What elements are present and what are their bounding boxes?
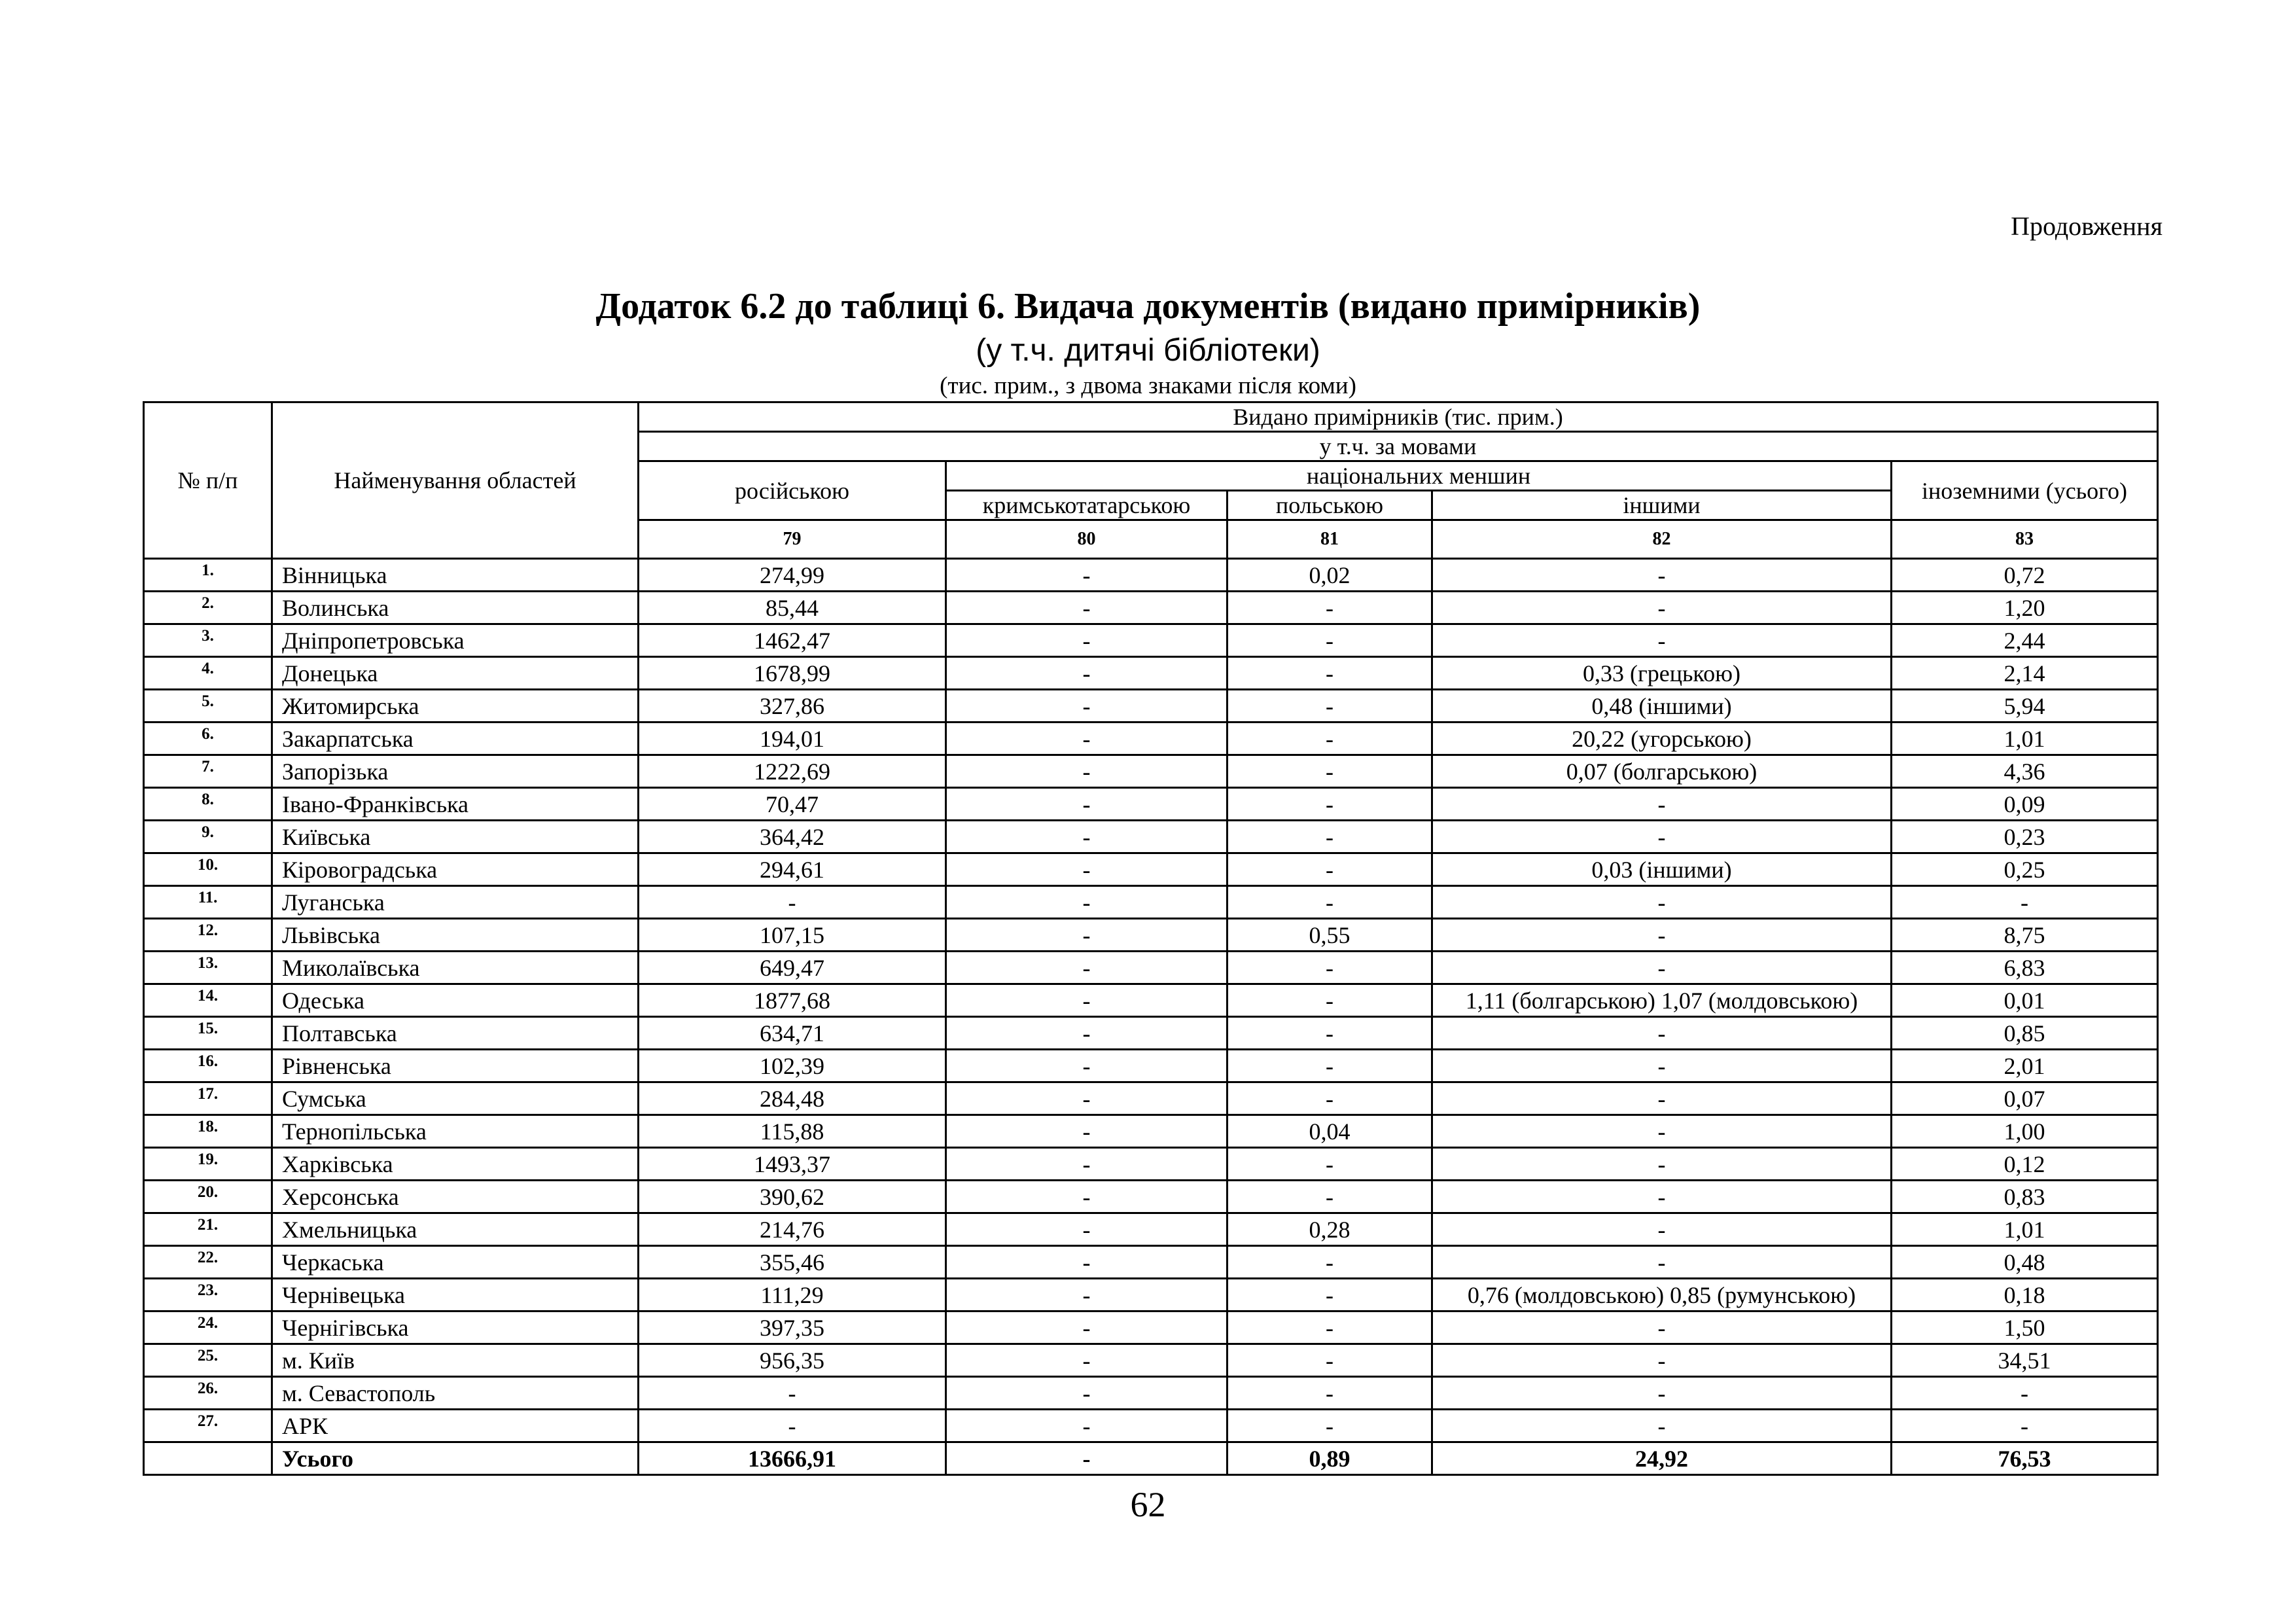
- cell-russian: 1678,99: [639, 657, 946, 690]
- cell-russian: 194,01: [639, 722, 946, 755]
- row-num: 2.: [144, 592, 272, 624]
- cell-others: -: [1432, 1050, 1892, 1082]
- region-name: Хмельницька: [272, 1213, 639, 1246]
- cell-others: -: [1432, 1377, 1892, 1410]
- cell-foreign: 5,94: [1892, 690, 2158, 722]
- cell-others: -: [1432, 1213, 1892, 1246]
- header-crimean-tatar: кримськотатарською: [946, 491, 1227, 520]
- region-name: м. Київ: [272, 1344, 639, 1377]
- row-num: 27.: [144, 1410, 272, 1442]
- column-number: 80: [946, 520, 1227, 559]
- cell-crimean-tatar: -: [946, 1377, 1227, 1410]
- cell-polish: -: [1227, 1410, 1432, 1442]
- header-russian: російською: [639, 461, 946, 520]
- row-num: 16.: [144, 1050, 272, 1082]
- table-row: [144, 919, 2158, 952]
- cell-polish: -: [1227, 788, 1432, 821]
- cell-polish: -: [1227, 722, 1432, 755]
- cell-polish: -: [1227, 592, 1432, 624]
- cell-crimean-tatar: -: [946, 788, 1227, 821]
- cell-crimean-tatar: -: [946, 1213, 1227, 1246]
- cell-polish: -: [1227, 657, 1432, 690]
- row-num: 9.: [144, 821, 272, 853]
- cell-russian: 397,35: [639, 1311, 946, 1344]
- column-number: 81: [1227, 520, 1432, 559]
- table-row: [144, 559, 2158, 592]
- cell-crimean-tatar: -: [946, 690, 1227, 722]
- region-name: Черкаська: [272, 1246, 639, 1279]
- cell-crimean-tatar: -: [946, 886, 1227, 919]
- table-row: [144, 755, 2158, 788]
- region-name: Херсонська: [272, 1181, 639, 1213]
- cell-polish: -: [1227, 1082, 1432, 1115]
- cell-russian: 956,35: [639, 1344, 946, 1377]
- region-name: Усього: [272, 1442, 639, 1475]
- region-name: Одеська: [272, 984, 639, 1017]
- cell-crimean-tatar: -: [946, 559, 1227, 592]
- cell-crimean-tatar: -: [946, 624, 1227, 657]
- cell-others: -: [1432, 1181, 1892, 1213]
- cell-foreign: 1,01: [1892, 1213, 2158, 1246]
- header-minorities: національних меншин: [946, 461, 1892, 491]
- table-row: [144, 1344, 2158, 1377]
- cell-russian: -: [639, 1377, 946, 1410]
- cell-russian: 115,88: [639, 1115, 946, 1148]
- cell-others: -: [1432, 559, 1892, 592]
- cell-russian: 294,61: [639, 853, 946, 886]
- cell-crimean-tatar: -: [946, 1082, 1227, 1115]
- cell-others: -: [1432, 624, 1892, 657]
- cell-crimean-tatar: -: [946, 952, 1227, 984]
- total-row: [144, 1442, 2158, 1475]
- cell-others: -: [1432, 952, 1892, 984]
- table-row: [144, 722, 2158, 755]
- cell-foreign: 0,85: [1892, 1017, 2158, 1050]
- region-name: Київська: [272, 821, 639, 853]
- cell-russian: 390,62: [639, 1181, 946, 1213]
- row-num: 26.: [144, 1377, 272, 1410]
- cell-foreign: 1,20: [1892, 592, 2158, 624]
- cell-foreign: 0,48: [1892, 1246, 2158, 1279]
- cell-polish: -: [1227, 821, 1432, 853]
- cell-polish: -: [1227, 624, 1432, 657]
- region-name: Житомирська: [272, 690, 639, 722]
- cell-foreign: 6,83: [1892, 952, 2158, 984]
- region-name: Закарпатська: [272, 722, 639, 755]
- header-issued: Видано примірників (тис. прим.): [639, 402, 2158, 432]
- cell-crimean-tatar: -: [946, 1442, 1227, 1475]
- cell-polish: -: [1227, 1050, 1432, 1082]
- cell-foreign: 0,18: [1892, 1279, 2158, 1311]
- cell-foreign: 1,00: [1892, 1115, 2158, 1148]
- table-row: [144, 1377, 2158, 1410]
- cell-foreign: 0,09: [1892, 788, 2158, 821]
- cell-foreign: 0,12: [1892, 1148, 2158, 1181]
- cell-foreign: 1,01: [1892, 722, 2158, 755]
- cell-crimean-tatar: -: [946, 1410, 1227, 1442]
- page-title: Додаток 6.2 до таблиці 6. Видача документів (видано примірників): [595, 286, 1701, 327]
- cell-polish: -: [1227, 1279, 1432, 1311]
- cell-crimean-tatar: -: [946, 592, 1227, 624]
- header-region-name: Найменування областей: [272, 402, 639, 559]
- row-num: 8.: [144, 788, 272, 821]
- cell-crimean-tatar: -: [946, 1181, 1227, 1213]
- region-name: Івано-Франківська: [272, 788, 639, 821]
- cell-others: -: [1432, 592, 1892, 624]
- cell-others: 24,92: [1432, 1442, 1892, 1475]
- cell-russian: 102,39: [639, 1050, 946, 1082]
- cell-foreign: -: [1892, 1410, 2158, 1442]
- region-name: Волинська: [272, 592, 639, 624]
- table-row: [144, 592, 2158, 624]
- table-row: [144, 788, 2158, 821]
- cell-russian: 13666,91: [639, 1442, 946, 1475]
- header-num: № п/п: [144, 402, 272, 559]
- cell-polish: -: [1227, 755, 1432, 788]
- cell-foreign: 34,51: [1892, 1344, 2158, 1377]
- cell-russian: 70,47: [639, 788, 946, 821]
- cell-crimean-tatar: -: [946, 984, 1227, 1017]
- row-num: 25.: [144, 1344, 272, 1377]
- cell-russian: 214,76: [639, 1213, 946, 1246]
- row-num: 21.: [144, 1213, 272, 1246]
- row-num: 12.: [144, 919, 272, 952]
- cell-foreign: 1,50: [1892, 1311, 2158, 1344]
- region-name: Сумська: [272, 1082, 639, 1115]
- cell-polish: -: [1227, 886, 1432, 919]
- region-name: Луганська: [272, 886, 639, 919]
- cell-crimean-tatar: -: [946, 1050, 1227, 1082]
- region-name: Миколаївська: [272, 952, 639, 984]
- row-num: 19.: [144, 1148, 272, 1181]
- cell-polish: -: [1227, 853, 1432, 886]
- cell-others: -: [1432, 886, 1892, 919]
- cell-others: -: [1432, 1148, 1892, 1181]
- row-num: 7.: [144, 755, 272, 788]
- region-name: Вінницька: [272, 559, 639, 592]
- cell-russian: 85,44: [639, 592, 946, 624]
- continuation-label: Продовження: [2011, 211, 2163, 241]
- cell-russian: 111,29: [639, 1279, 946, 1311]
- table-row: [144, 690, 2158, 722]
- cell-polish: -: [1227, 690, 1432, 722]
- cell-foreign: 0,23: [1892, 821, 2158, 853]
- table-row: [144, 821, 2158, 853]
- cell-foreign: 8,75: [1892, 919, 2158, 952]
- region-name: Дніпропетровська: [272, 624, 639, 657]
- cell-crimean-tatar: -: [946, 1115, 1227, 1148]
- region-name: Чернівецька: [272, 1279, 639, 1311]
- cell-crimean-tatar: -: [946, 1148, 1227, 1181]
- cell-others: 0,33 (грецькою): [1432, 657, 1892, 690]
- cell-polish: 0,04: [1227, 1115, 1432, 1148]
- page-subtitle: (у т.ч. дитячі бібліотеки): [976, 333, 1320, 368]
- cell-foreign: 76,53: [1892, 1442, 2158, 1475]
- table-row: [144, 853, 2158, 886]
- cell-foreign: 0,72: [1892, 559, 2158, 592]
- cell-others: 0,76 (молдовською) 0,85 (румунською): [1432, 1279, 1892, 1311]
- row-num: 6.: [144, 722, 272, 755]
- row-num: 17.: [144, 1082, 272, 1115]
- region-name: Львівська: [272, 919, 639, 952]
- table-row: [144, 984, 2158, 1017]
- cell-foreign: 0,01: [1892, 984, 2158, 1017]
- table-row: [144, 1410, 2158, 1442]
- table-row: [144, 624, 2158, 657]
- cell-others: -: [1432, 1344, 1892, 1377]
- cell-crimean-tatar: -: [946, 1246, 1227, 1279]
- cell-foreign: 2,01: [1892, 1050, 2158, 1082]
- cell-polish: 0,28: [1227, 1213, 1432, 1246]
- column-number: 79: [639, 520, 946, 559]
- region-name: Харківська: [272, 1148, 639, 1181]
- table-row: [144, 1311, 2158, 1344]
- cell-crimean-tatar: -: [946, 919, 1227, 952]
- table-row: [144, 952, 2158, 984]
- cell-crimean-tatar: -: [946, 1344, 1227, 1377]
- cell-others: 20,22 (угорською): [1432, 722, 1892, 755]
- cell-polish: -: [1227, 952, 1432, 984]
- cell-polish: 0,55: [1227, 919, 1432, 952]
- row-num: 18.: [144, 1115, 272, 1148]
- cell-russian: 274,99: [639, 559, 946, 592]
- cell-others: -: [1432, 788, 1892, 821]
- table-row: [144, 886, 2158, 919]
- row-num: [144, 1442, 272, 1475]
- region-name: Донецька: [272, 657, 639, 690]
- cell-polish: 0,89: [1227, 1442, 1432, 1475]
- cell-crimean-tatar: -: [946, 1279, 1227, 1311]
- cell-others: 0,03 (іншими): [1432, 853, 1892, 886]
- cell-foreign: 4,36: [1892, 755, 2158, 788]
- header-foreign: іноземними (усього): [1892, 461, 2158, 520]
- table-row: [144, 1050, 2158, 1082]
- cell-polish: -: [1227, 1246, 1432, 1279]
- cell-crimean-tatar: -: [946, 853, 1227, 886]
- row-num: 20.: [144, 1181, 272, 1213]
- cell-crimean-tatar: -: [946, 657, 1227, 690]
- cell-polish: -: [1227, 1181, 1432, 1213]
- cell-russian: 355,46: [639, 1246, 946, 1279]
- cell-others: 0,48 (іншими): [1432, 690, 1892, 722]
- row-num: 15.: [144, 1017, 272, 1050]
- cell-polish: -: [1227, 1344, 1432, 1377]
- table-row: [144, 1115, 2158, 1148]
- table-row: [144, 1181, 2158, 1213]
- header-by-language: у т.ч. за мовами: [639, 432, 2158, 461]
- cell-russian: 1877,68: [639, 984, 946, 1017]
- row-num: 1.: [144, 559, 272, 592]
- table-row: [144, 1017, 2158, 1050]
- region-name: АРК: [272, 1410, 639, 1442]
- cell-russian: 634,71: [639, 1017, 946, 1050]
- cell-crimean-tatar: -: [946, 1017, 1227, 1050]
- table-row: [144, 1082, 2158, 1115]
- cell-others: -: [1432, 1246, 1892, 1279]
- cell-polish: -: [1227, 984, 1432, 1017]
- cell-others: -: [1432, 1410, 1892, 1442]
- cell-polish: -: [1227, 1311, 1432, 1344]
- cell-others: -: [1432, 821, 1892, 853]
- table-row: [144, 1148, 2158, 1181]
- cell-russian: -: [639, 886, 946, 919]
- cell-others: 1,11 (болгарською) 1,07 (молдовською): [1432, 984, 1892, 1017]
- units-note: (тис. прим., з двома знаками після коми): [940, 372, 1356, 399]
- cell-others: -: [1432, 1311, 1892, 1344]
- cell-foreign: 2,44: [1892, 624, 2158, 657]
- cell-russian: 364,42: [639, 821, 946, 853]
- table-row: [144, 657, 2158, 690]
- row-num: 22.: [144, 1246, 272, 1279]
- table-row: [144, 1213, 2158, 1246]
- row-num: 3.: [144, 624, 272, 657]
- cell-others: -: [1432, 1082, 1892, 1115]
- cell-russian: 107,15: [639, 919, 946, 952]
- region-name: Запорізька: [272, 755, 639, 788]
- table-row: [144, 1246, 2158, 1279]
- column-number: 83: [1892, 520, 2158, 559]
- header-others: іншими: [1432, 491, 1892, 520]
- region-name: Рівненська: [272, 1050, 639, 1082]
- cell-russian: 284,48: [639, 1082, 946, 1115]
- cell-polish: -: [1227, 1148, 1432, 1181]
- cell-foreign: 2,14: [1892, 657, 2158, 690]
- region-name: Кіровоградська: [272, 853, 639, 886]
- row-num: 24.: [144, 1311, 272, 1344]
- region-name: м. Севастополь: [272, 1377, 639, 1410]
- page-number: 62: [1130, 1485, 1166, 1524]
- cell-polish: -: [1227, 1377, 1432, 1410]
- row-num: 14.: [144, 984, 272, 1017]
- cell-russian: 649,47: [639, 952, 946, 984]
- column-number: 82: [1432, 520, 1892, 559]
- cell-foreign: -: [1892, 886, 2158, 919]
- cell-russian: 327,86: [639, 690, 946, 722]
- header-polish: польською: [1227, 491, 1432, 520]
- row-num: 10.: [144, 853, 272, 886]
- cell-russian: 1462,47: [639, 624, 946, 657]
- region-name: Чернігівська: [272, 1311, 639, 1344]
- cell-others: -: [1432, 1115, 1892, 1148]
- cell-foreign: 0,83: [1892, 1181, 2158, 1213]
- cell-crimean-tatar: -: [946, 821, 1227, 853]
- cell-others: -: [1432, 1017, 1892, 1050]
- cell-foreign: 0,07: [1892, 1082, 2158, 1115]
- row-num: 23.: [144, 1279, 272, 1311]
- cell-russian: 1493,37: [639, 1148, 946, 1181]
- cell-foreign: 0,25: [1892, 853, 2158, 886]
- cell-crimean-tatar: -: [946, 1311, 1227, 1344]
- table-row: [144, 1279, 2158, 1311]
- cell-russian: 1222,69: [639, 755, 946, 788]
- cell-russian: -: [639, 1410, 946, 1442]
- row-num: 5.: [144, 690, 272, 722]
- cell-polish: 0,02: [1227, 559, 1432, 592]
- row-num: 4.: [144, 657, 272, 690]
- issuance-table: [143, 401, 2159, 1476]
- row-num: 13.: [144, 952, 272, 984]
- cell-foreign: -: [1892, 1377, 2158, 1410]
- cell-others: 0,07 (болгарською): [1432, 755, 1892, 788]
- region-name: Тернопільська: [272, 1115, 639, 1148]
- cell-polish: -: [1227, 1017, 1432, 1050]
- region-name: Полтавська: [272, 1017, 639, 1050]
- row-num: 11.: [144, 886, 272, 919]
- cell-crimean-tatar: -: [946, 722, 1227, 755]
- cell-others: -: [1432, 919, 1892, 952]
- cell-crimean-tatar: -: [946, 755, 1227, 788]
